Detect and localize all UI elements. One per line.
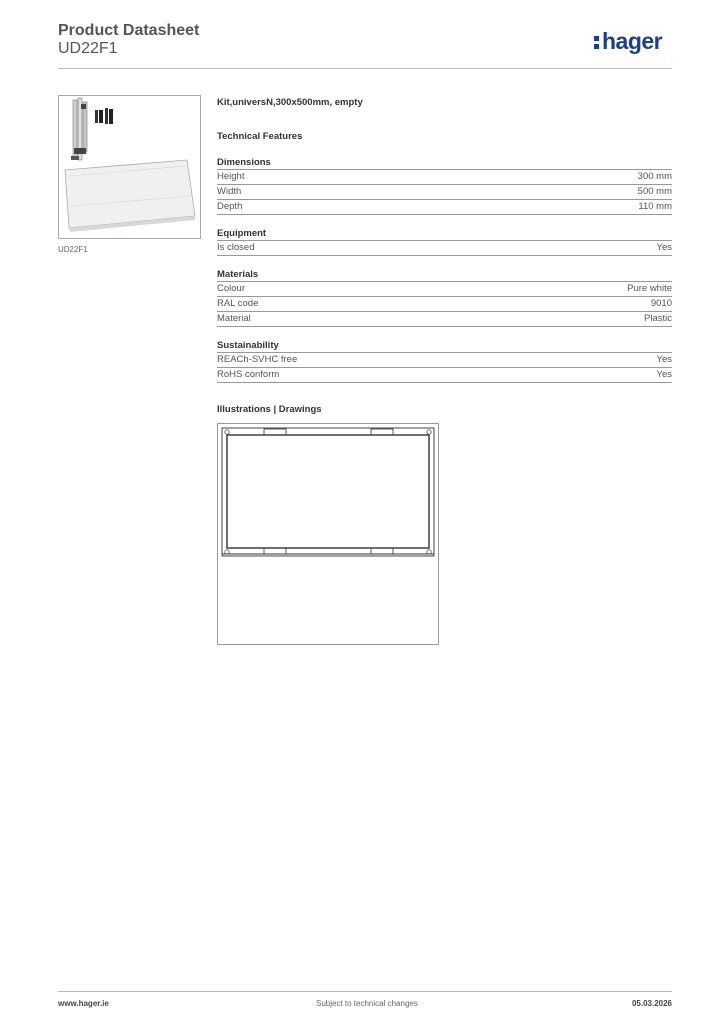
- row-label: Depth: [217, 201, 243, 212]
- section-title: Equipment: [217, 227, 672, 241]
- row-label: Is closed: [217, 242, 255, 253]
- table-row: [217, 353, 672, 368]
- table-row: [217, 312, 672, 327]
- row-label: Width: [217, 186, 242, 197]
- section-title: Dimensions: [217, 156, 672, 170]
- row-value: Yes: [656, 354, 672, 365]
- logo-colon-icon: [594, 36, 600, 50]
- technical-features-heading: Technical Features: [217, 131, 303, 142]
- row-label: RAL code: [217, 298, 259, 309]
- dimensions-section: [217, 156, 672, 215]
- product-code: UD22F1: [58, 40, 118, 57]
- enclosure-drawing-icon: [218, 424, 438, 644]
- section-title: Sustainability: [217, 339, 672, 353]
- row-label: RoHS conform: [217, 369, 280, 380]
- row-value: 500 mm: [637, 186, 672, 197]
- product-description: Kit,universN,300x500mm, empty: [217, 97, 363, 108]
- materials-section: [217, 268, 672, 327]
- row-label: REACh-SVHC free: [217, 354, 298, 365]
- table-row: [217, 185, 672, 200]
- table-row: [217, 170, 672, 185]
- row-value: 9010: [650, 298, 672, 309]
- sustainability-section: [217, 339, 672, 383]
- footer-website: www.hager.ie: [58, 999, 109, 1008]
- footer-divider: [58, 991, 672, 992]
- row-value: Plastic: [644, 313, 672, 324]
- illustrations-heading: Illustrations | Drawings: [217, 404, 322, 415]
- row-label: Height: [217, 171, 245, 182]
- table-row: [217, 282, 672, 297]
- datasheet-content: [217, 96, 672, 645]
- footer-date: 05.03.2026: [631, 999, 672, 1008]
- product-image: [58, 95, 201, 239]
- table-row: [217, 297, 672, 312]
- technical-drawing: [217, 423, 439, 645]
- table-row: [217, 241, 672, 256]
- row-value: Pure white: [627, 283, 672, 294]
- equipment-section: [217, 227, 672, 256]
- section-title: Materials: [217, 268, 672, 282]
- row-value: Yes: [656, 242, 672, 253]
- row-value: 300 mm: [637, 171, 672, 182]
- table-row: [217, 368, 672, 383]
- brand-logo: [594, 28, 662, 55]
- row-value: Yes: [656, 369, 672, 380]
- product-photo-icon: [59, 96, 200, 238]
- product-image-caption: UD22F1: [58, 245, 88, 254]
- row-value: 110 mm: [638, 201, 672, 212]
- row-label: Colour: [217, 283, 245, 294]
- table-row: [217, 200, 672, 215]
- page-title: Product Datasheet: [58, 22, 200, 39]
- logo-text: hager: [602, 28, 663, 54]
- header-divider: [58, 68, 672, 69]
- row-label: Material: [217, 313, 251, 324]
- footer-notice: Subject to technical changes: [316, 999, 418, 1008]
